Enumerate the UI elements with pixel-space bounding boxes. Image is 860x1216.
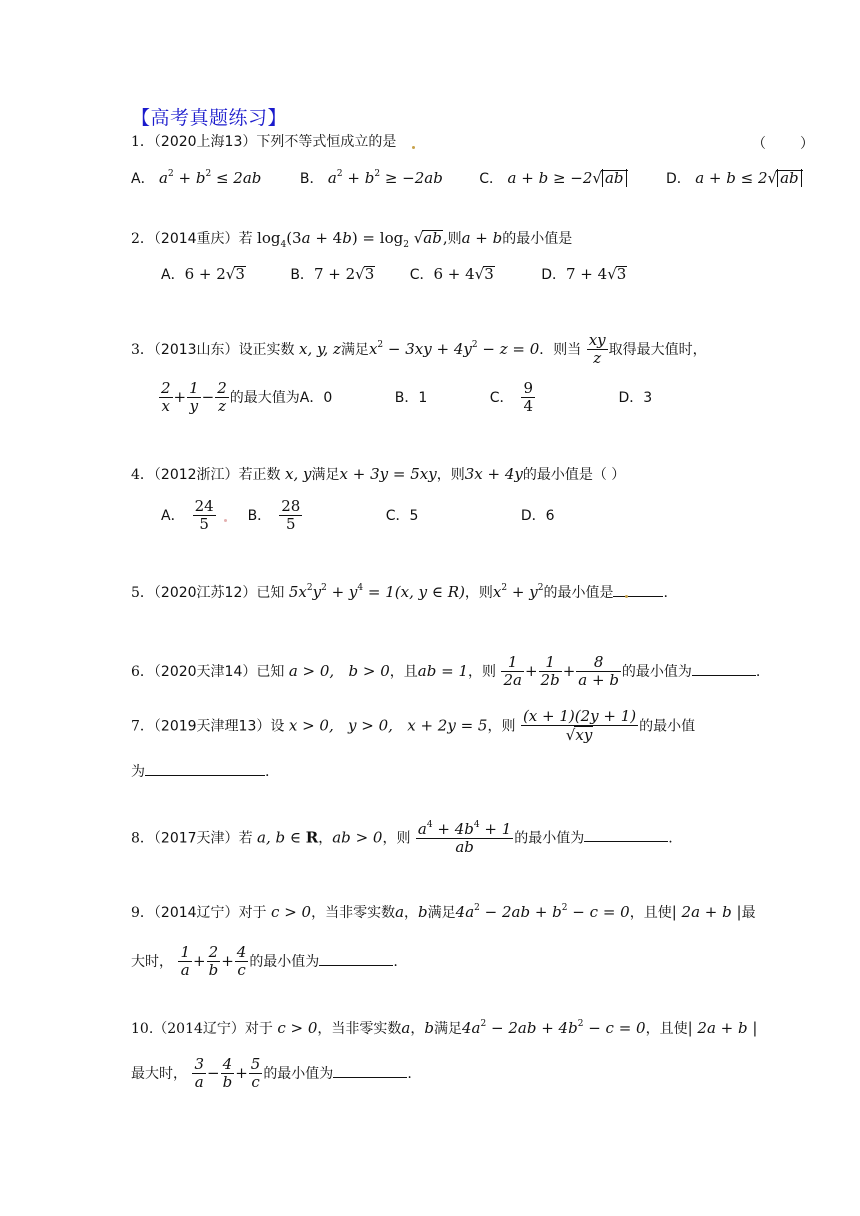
question-3-options: $\frac{2}{x}$ + $\frac{1}{y}$ − $\frac{2}{z}$ 的最大值为A．0 B．1 C． $\frac{9}{4}$ D．3 — [161, 379, 653, 416]
marker-dot — [412, 146, 415, 149]
question-7: 7．（2019天津理13）设 x > 0, y > 0, x + 2y = 5，则 $\frac{(x + 1)(2y + 1)}{√xy}$ 的最小值 — [131, 707, 696, 745]
answer-paren: （ ） — [752, 136, 816, 152]
question-4: 4．（2012浙江）若正数 x, y满足x + 3y = 5xy，则3x + 4y的最小值是（ ） — [131, 465, 626, 483]
answer-blank[interactable] — [333, 1065, 407, 1078]
question-2-options: A．6 + 2√3 B．7 + 2√3 C．6 + 4√3 D．7 + 4√3 — [161, 265, 627, 283]
marker-dot — [224, 519, 227, 522]
section-heading: 【高考真题练习】 — [131, 107, 288, 129]
question-2: 2．（2014重庆）若 $\log_4(3a + 4b) = \log_2 √ab$,则a + b的最小值是 — [131, 229, 573, 250]
question-6: 6．（2020天津14）已知 a > 0, b > 0，且ab = 1，则 $\frac{1}{2a}$ + $\frac{1}{2b}$ + $\frac{8}{a + b}$ 的最小值为 . — [131, 653, 761, 690]
answer-blank[interactable] — [319, 953, 393, 966]
question-1-options: A． $a^2 + b^2 \le 2ab$ B． $a^2 + b^2 \ge -2ab$ C． a + b ≥ −2√ ab D． a + b ≤ 2√ ab — [131, 170, 803, 186]
question-7-line2: 为 . — [131, 764, 270, 780]
question-1: 1．（2020上海13）下列不等式恒成立的是 — [131, 134, 397, 150]
answer-blank[interactable] — [692, 663, 756, 676]
marker-dot — [625, 595, 628, 598]
question-8: 8．（2017天津）若 a, b ∈ R，ab > 0，则 $\frac{a^4 + 4b^4 + 1}{ab}$ 的最小值为 . — [131, 820, 673, 857]
answer-blank[interactable] — [613, 584, 663, 597]
question-9: 9．（2014辽宁）对于 c > 0，当非零实数a，b满足$4a^2 - 2ab + b^2 - c = 0$，且使| 2a + b |最 — [131, 903, 756, 921]
question-5: 5．（2020江苏12）已知 $5x^2y^2 + y^4 = 1(x$, y ∈ R)，则$x^2 + y^2$的最小值是 . — [131, 583, 668, 601]
question-10-line2: 最大时， $\frac{3}{a}$ − $\frac{4}{b}$ + $\frac{5}{c}$ 的最小值为 . — [131, 1055, 412, 1092]
question-4-options: A． $\frac{24}{5}$ B． $\frac{28}{5}$ C．5 D．6 — [161, 497, 555, 534]
answer-blank[interactable] — [145, 763, 265, 776]
question-10: 10.（2014辽宁）对于 c > 0，当非零实数a，b满足$4a^2 - 2ab + 4b^2 - c = 0$，且使| 2a + b | — [131, 1019, 758, 1037]
question-9-line2: 大时， $\frac{1}{a}$ + $\frac{2}{b}$ + $\frac{4}{c}$ 的最小值为 . — [131, 943, 398, 980]
question-3: 3．（2013山东）设正实数 x, y, z满足$x^2 - 3xy + 4y^2 - z = 0$．则当 $\frac{xy}{z}$ 取得最大值时， — [131, 331, 707, 368]
answer-blank[interactable] — [584, 829, 668, 842]
